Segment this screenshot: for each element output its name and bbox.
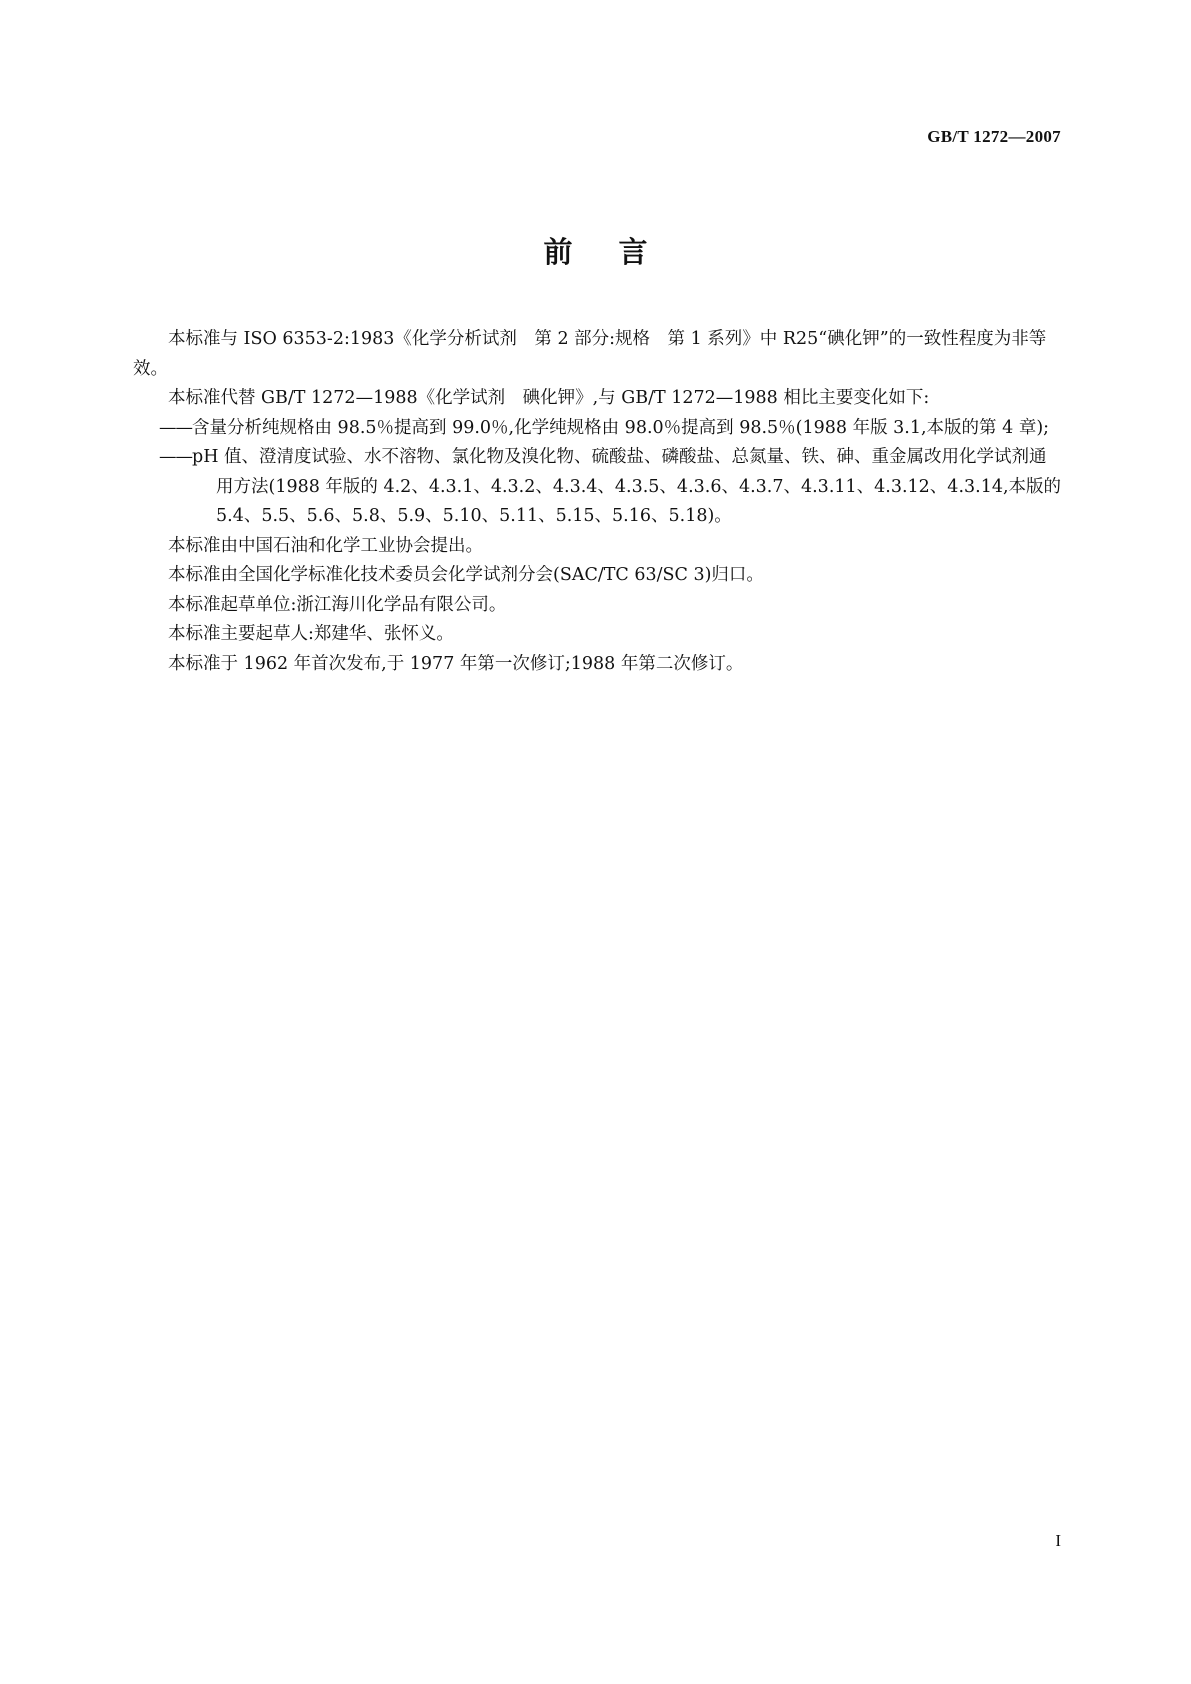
list-dash: —— <box>159 417 192 438</box>
paragraph-consistency: 本标准与 ISO 6353-2:1983《化学分析试剂 第 2 部分:规格 第 1 系列》中 R25“碘化钾”的一致性程度为非等效。 <box>133 329 1047 379</box>
paragraph-drafting-unit: 本标准起草单位:浙江海川化学品有限公司。 <box>168 594 507 615</box>
list-dash: —— <box>159 447 192 467</box>
paragraph-history: 本标准于 1962 年首次发布,于 1977 年第一次修订;1988 年第二次修订。 <box>168 653 744 674</box>
standard-number: GB/T 1272—2007 <box>927 127 1061 146</box>
change-item-text: pH 值、澄清度试验、水不溶物、氯化物及溴化物、硫酸盐、磷酸盐、总氮量、铁、砷、重金属改用化学试剂通用方法(1988 年版的 4.2、4.3.1、4.3.2、4.3.4、4.3.5、4.3.6、4.3.7、4.3.11、4.3.12、4.3.14,本版的 5.4、5.5、5.6、5.8、5.9、5.10、5.11、5.15、5.16、5.18)。 <box>192 447 1062 526</box>
page-title: 前言 <box>543 235 694 269</box>
paragraph-centralized-by: 本标准由全国化学标准化技术委员会化学试剂分会(SAC/TC 63/SC 3)归口。 <box>168 565 764 585</box>
page-number: I <box>1055 1531 1061 1550</box>
foreword-body <box>133 325 1063 679</box>
paragraph-proposed-by: 本标准由中国石油和化学工业协会提出。 <box>168 535 483 556</box>
change-item <box>133 443 1063 532</box>
change-item <box>133 414 1063 444</box>
paragraph-replaces: 本标准代替 GB/T 1272—1988《化学试剂 碘化钾》,与 GB/T 1272—1988 相比主要变化如下: <box>168 388 930 408</box>
change-item-text: 含量分析纯规格由 98.5％提高到 99.0％,化学纯规格由 98.0％提高到 98.5％(1988 年版 3.1,本版的第 4 章); <box>192 417 1050 438</box>
paragraph-drafters: 本标准主要起草人:郑建华、张怀义。 <box>168 624 454 644</box>
